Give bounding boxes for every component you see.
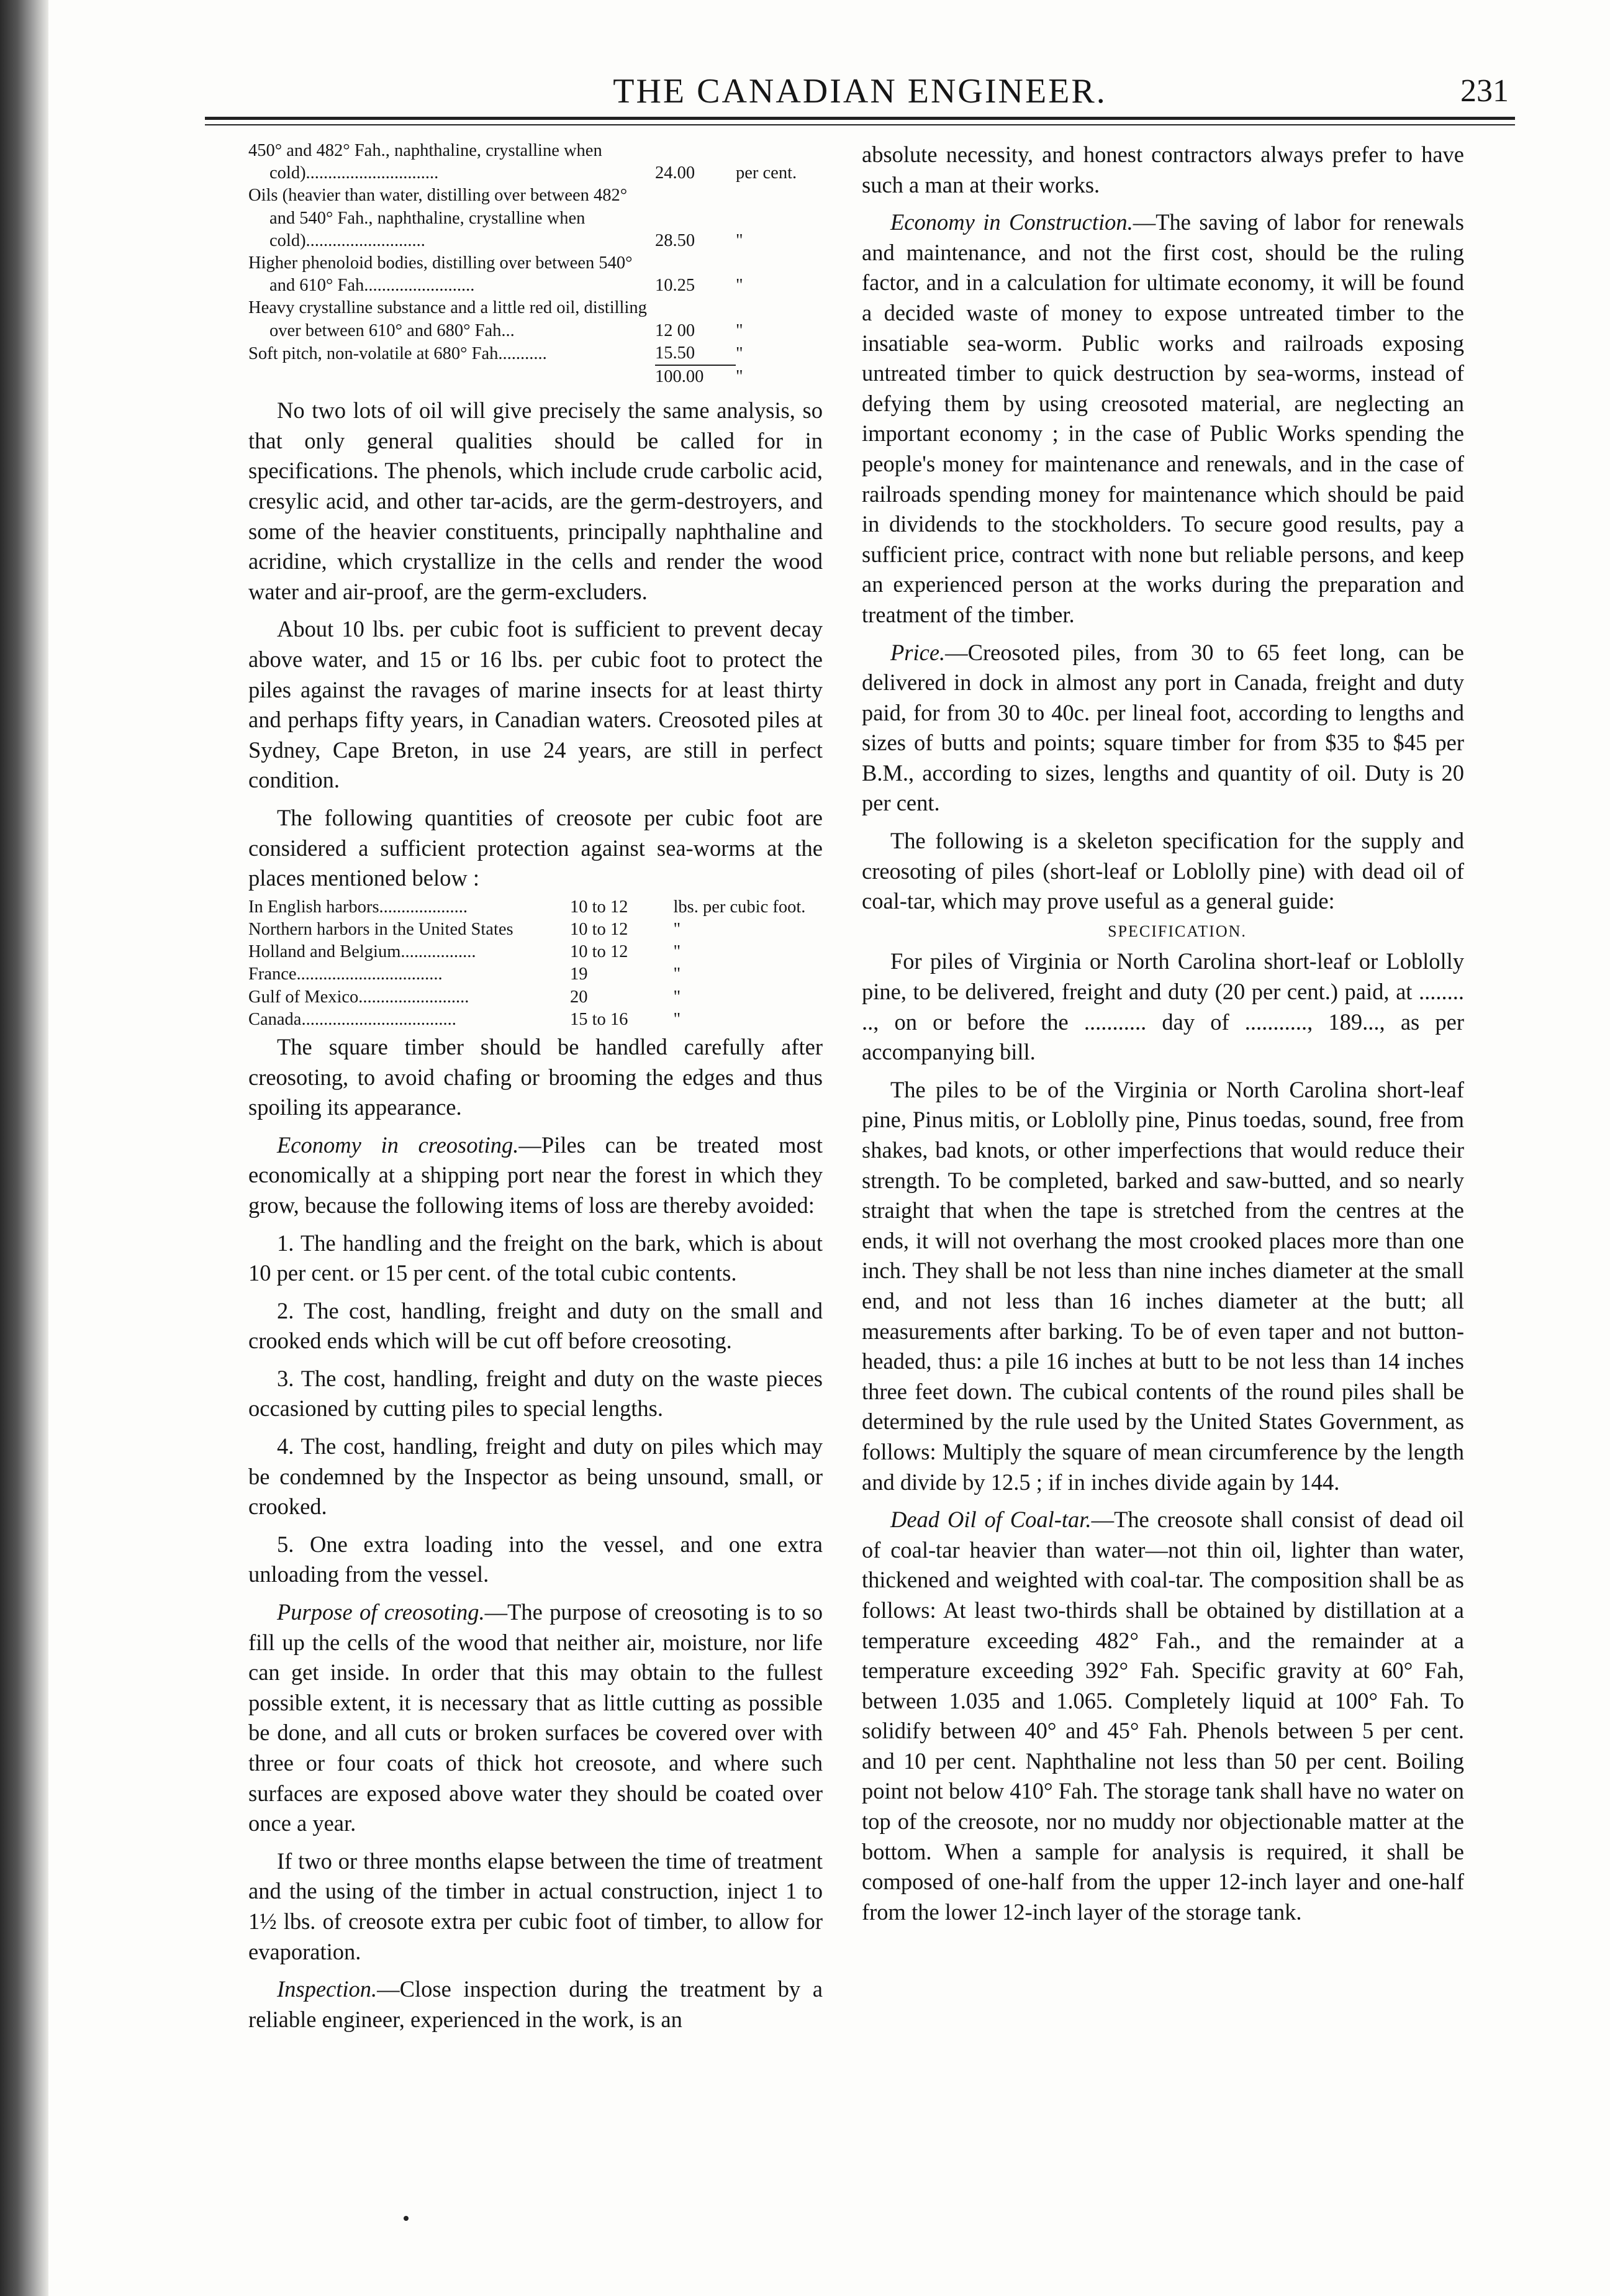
analysis-row [248, 140, 823, 184]
quantity-place: France................................. [248, 964, 443, 984]
paragraph [248, 803, 823, 894]
paragraph-text: 2. The cost, handling, freight and duty on the small and crooked ends which will be cut off before creosoting. [248, 1297, 823, 1354]
quantity-row [248, 963, 823, 986]
paragraph-text: No two lots of oil will give precisely the same analysis, so that only general qualities should be called for in specifications. The phenols, which include crude carbolic acid, cresylic acid, and other tar-acids, are the germ-destroyers, and some of the heavier constituents, principally naphthaline and acridine, which crystallize in the cells and render the wood water and air-proof, are the germ-excluders. [248, 397, 823, 604]
paragraph [248, 1974, 823, 2035]
paragraph [248, 1846, 823, 1967]
analysis-row [248, 297, 823, 342]
paragraph-text: 1. The handling and the freight on the bark, which is about 10 per cent. or 15 per cent. of the total cubic contents. [248, 1230, 823, 1286]
left-column [248, 140, 823, 2035]
analysis-description: Oils (heavier than water, distilling over between 482° and 540° Fah., naphthaline, crystalline when cold)........................... [248, 186, 628, 250]
analysis-unit: " [736, 230, 743, 250]
paragraph [862, 1505, 1464, 1927]
quantity-row [248, 941, 823, 963]
paragraph [862, 140, 1464, 200]
page-number: 231 [1460, 73, 1509, 109]
paragraph-text: —Piles can be treated most economically at a shipping port near the forest in which they grow, because the following items of loss are thereby avoided: [248, 1132, 823, 1218]
page-binding-edge [0, 0, 48, 2296]
paragraph-text: If two or three months elapse between the time of treatment and the using of the timber in actual construction, inject 1 to 1½ lbs. of creosote extra per cubic foot of timber, to allow for evaporation. [248, 1848, 823, 1964]
quantity-place: Canada................................... [248, 1009, 456, 1029]
analysis-value: 15.50 [655, 342, 736, 365]
paragraph-text: 5. One extra loading into the vessel, and one extra unloading from the vessel. [248, 1531, 823, 1587]
analysis-unit: " [736, 320, 743, 340]
quantity-unit: " [673, 942, 681, 962]
right-paragraphs [862, 140, 1464, 917]
paragraph [248, 1228, 823, 1289]
header-rule-thin [205, 124, 1515, 125]
paragraph-text: About 10 lbs. per cubic foot is sufficient to prevent decay above water, and 15 or 16 lbs. per cubic foot to protect the piles against the ravages of marine insects for at least thirty and perhaps fifty years, in Canadian waters. Creosoted piles at Sydney, Cape Breton, in use 24 years, are still in perfect condition. [248, 616, 823, 793]
analysis-value: 24.00 [655, 163, 695, 183]
analysis-unit: " [736, 367, 743, 387]
analysis-unit: " [736, 343, 743, 363]
quantity-amount: 10 to 12 [570, 919, 628, 939]
quantity-unit: " [673, 919, 681, 939]
header-rule-thick [205, 117, 1515, 120]
paragraph-title: Dead Oil of Coal-tar. [890, 1507, 1092, 1533]
paragraph [248, 1296, 823, 1356]
quantity-place: Holland and Belgium................. [248, 942, 476, 962]
paragraph-text: The following quantities of creosote per cubic foot are considered a sufficient protection against sea-worms at the places mentioned below : [248, 804, 823, 891]
quantity-place: Gulf of Mexico......................... [248, 987, 469, 1007]
paragraph [862, 638, 1464, 819]
right-column [862, 140, 1464, 1927]
paragraph-text: —Close inspection during the treatment by a reliable engineer, experienced in the work, is an [248, 1976, 823, 2032]
paragraph [248, 1364, 823, 1424]
paragraph-title: Inspection. [277, 1976, 378, 2002]
analysis-row [248, 365, 823, 388]
analysis-description: Higher phenoloid bodies, distilling over between 540° and 610° Fah......................... [248, 253, 633, 296]
paragraph-text: 4. The cost, handling, freight and duty on piles which may be condemned by the Inspector as being unsound, small, or crooked. [248, 1433, 823, 1520]
paragraph [862, 207, 1464, 630]
paragraph [248, 1597, 823, 1839]
paragraph-text: —The purpose of creosoting is to so fill up the cells of the wood that neither air, moisture, nor life can get inside. In order that this may obtain to the fullest possible extent, it is necessary that as little cutting as possible be done, and all cuts or broken surfaces be covered over with three or four coats of thick hot creosote, and where such surfaces are exposed above water they should be coated over once a year. [248, 1599, 823, 1836]
paragraph-text: —The creosote shall consist of dead oil of coal-tar heavier than water—not thin oil, lighter than water, thickened and weighted with coal-tar. The composition shall be as follows: At least two-thirds shall be obtained by distillation at a temperature exceeding 482° Fah., and the remainder at a temperature exceeding 392° Fah. Specific gravity at 60° Fah, between 1.035 and 1.065. Completely liquid at 100° Fah. To solidify between 40° and 45° Fah. Phenols between 5 per cent. and 10 per cent. Naphthaline not less than 50 per cent. Boiling point not below 410° Fah. The storage tank shall have no water on top of the creosote, nor no muddy nor objectionable matter at the bottom. When a sample for analysis is required, it shall be composed of one-half from the upper 12-inch layer and one-half from the lower 12-inch layer of the storage tank. [862, 1507, 1464, 1925]
paragraph-title: Economy in creosoting. [277, 1132, 519, 1158]
paragraph-text: —The saving of labor for renewals and maintenance, and not the first cost, should be the ruling factor, and in a calculation for ultimate economy, it will be found a decided waste of money to expose untreated timber to the insatiable sea-worm. Public works and railroads exposing untreated timber to quick destruction by sea-worms, instead of defying them by using creosoted material, are neglecting an important economy ; in the case of Public Works spending the people's money for maintenance and renewals, and in the case of railroads spending money for maintenance which should be paid in dividends to the stockholders. To secure good results, pay a sufficient price, contract with none but reliable persons, and keep an experienced person at the works during the preparation and treatment of the timber. [862, 209, 1464, 627]
journal-title: THE CANADIAN ENGINEER. [613, 72, 1107, 111]
paragraph-text: 3. The cost, handling, freight and duty on the waste pieces occasioned by cutting piles to special lengths. [248, 1365, 823, 1422]
specification-heading: SPECIFICATION. [1108, 922, 1247, 940]
quantity-row [248, 986, 823, 1009]
quantity-amount: 20 [570, 987, 588, 1007]
analysis-value: 10.25 [655, 276, 695, 296]
analysis-description: Heavy crystalline substance and a little red oil, distilling over between 610° and 680° Fah... [248, 298, 647, 340]
ink-speck [404, 2216, 409, 2221]
paragraph-text: The following is a skeleton specification for the supply and creosoting of piles (short-leaf or Loblolly pine) with dead oil of coal-tar, which may prove useful as a general guide: [862, 828, 1464, 914]
analysis-value: 12 00 [655, 320, 695, 340]
quantity-unit: " [673, 1009, 681, 1029]
paragraph [248, 1530, 823, 1590]
quantity-amount: 10 to 12 [570, 897, 628, 917]
paragraph [248, 396, 823, 607]
analysis-description: Soft pitch, non-volatile at 680° Fah........... [248, 343, 547, 363]
analysis-unit: per cent. [736, 163, 797, 183]
paragraph-text: The square timber should be handled carefully after creosoting, to avoid chafing or brooming the edges and thus spoiling its appearance. [248, 1033, 823, 1120]
analysis-row [248, 342, 823, 365]
quantity-amount: 15 to 16 [570, 1009, 628, 1029]
quantity-amount: 19 [570, 964, 588, 984]
quantity-amount: 10 to 12 [570, 942, 628, 962]
paragraph [862, 826, 1464, 917]
analysis-unit: " [736, 276, 743, 296]
paragraph-text: absolute necessity, and honest contractors always prefer to have such a man at their works. [862, 142, 1464, 197]
paragraph-text: For piles of Virginia or North Carolina short-leaf or Loblolly pine, to be delivered, freight and duty (20 per cent.) paid, at ........ .., on or before the ........... day of ..........., 189..., as per accompanying bill. [862, 948, 1464, 1065]
quantity-row [248, 1009, 823, 1031]
analysis-value: 100.00 [655, 367, 704, 387]
quantity-unit: " [673, 987, 681, 1007]
quantity-unit: lbs. per cubic foot. [673, 897, 806, 917]
creosote-quantities-table [248, 896, 823, 1031]
quantity-place: Northern harbors in the United States [248, 919, 513, 939]
paragraph-text: —Creosoted piles, from 30 to 65 feet long, can be delivered in dock in almost any port in Canada, freight and duty paid, for from 30 to 40c. per lineal foot, according to lengths and sizes of butts and points; square timber for from $35 to $45 per B.M., according to sizes, lengths and quantity of oil. Duty is 20 per cent. [862, 639, 1464, 816]
page-header [205, 70, 1515, 119]
paragraph-title: Purpose of creosoting. [277, 1599, 485, 1625]
analysis-description: 450° and 482° Fah., naphthaline, crystalline when cold).............................. [248, 141, 602, 183]
paragraph [248, 1432, 823, 1522]
quantity-row [248, 896, 823, 919]
analysis-description [248, 365, 655, 388]
quantity-place: In English harbors.................... [248, 897, 468, 917]
paragraph-title: Price. [890, 639, 946, 665]
paragraph [862, 1075, 1464, 1497]
quantity-row [248, 919, 823, 941]
left-paragraphs-1 [248, 396, 823, 894]
paragraph-text: The piles to be of the Virginia or North Carolina short-leaf pine, Pinus mitis, or Loblolly pine, Pinus toedas, sound, free from shakes, bad knots, or other imperfections that would reduce their strength. To be completed, barked and saw-butted, and so nearly straight that when the tape is stretched from the centres at the ends, it will not overhang the most crooked places more than one inch. They shall be not less than nine inches diameter at the small end, and not less than 16 inches diameter at the butt; all measurements after barking. To be of even taper and not button-headed, thus: a pile 16 inches at butt to be not less than 14 inches three feet down. The cubical contents of the round piles shall be determined by the rule used by the United States Government, as follows: Multiply the square of mean circumference by the length and divide by 12.5 ; if in inches divide again by 144. [862, 1076, 1464, 1495]
analysis-value: 28.50 [655, 230, 695, 250]
paragraph [862, 946, 1464, 1067]
specification-paragraphs [862, 946, 1464, 1927]
paragraph-title: Economy in Construction. [890, 209, 1133, 235]
paragraph [248, 1130, 823, 1221]
paragraph [248, 1032, 823, 1123]
creosote-analysis-table [248, 140, 823, 388]
quantity-unit: " [673, 964, 681, 984]
analysis-row [248, 184, 823, 252]
analysis-row [248, 252, 823, 297]
left-paragraphs-2 [248, 1032, 823, 2035]
paragraph [248, 614, 823, 796]
